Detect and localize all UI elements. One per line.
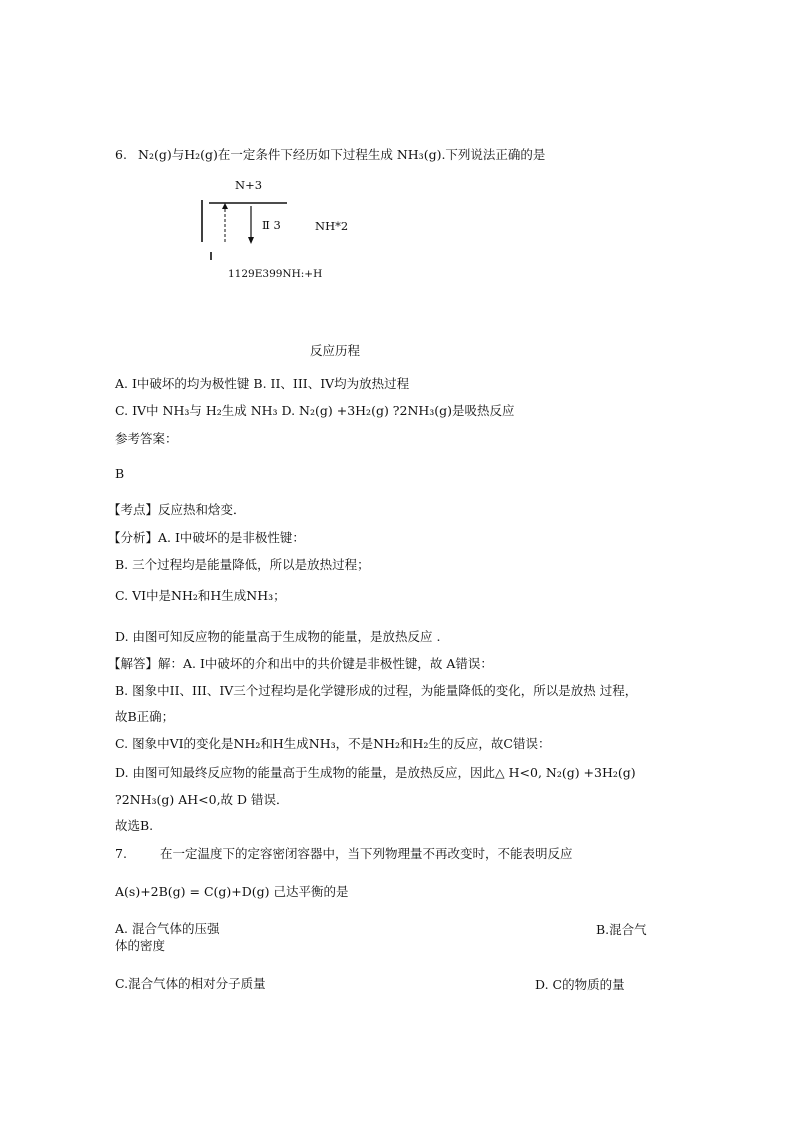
q6-options-line-1: A. I中破坏的均为极性键 B. II、III、IV均为放热过程	[115, 376, 410, 391]
jieda-line: 【解答】解：A. I中破坏的介和出中的共价键是非极性键，故 A错误：	[108, 656, 493, 671]
q7-option-b-part-1: B.混合气	[596, 922, 647, 937]
fenxi-line: 【分析】A. I中破坏的是非极性键：	[108, 530, 305, 545]
question-6-number: 6.	[115, 147, 127, 162]
fenxi-c-line: C. VI中是NH₂和H生成NH₃；	[115, 588, 286, 603]
fenxi-d-line: D. 由图可知反应物的能量高于生成物的能量，是放热反应 .	[115, 629, 441, 644]
diagram-top-label: N+3	[235, 178, 263, 192]
diagram-x-label: 反应历程	[310, 343, 361, 358]
conclusion-line: 故选B.	[115, 818, 154, 833]
diagram-mid-label: Ⅱ 3	[262, 218, 281, 232]
answer-label: 参考答案：	[115, 431, 178, 446]
jieda-d-line-1: D. 由图可知最终反应物的能量高于生成物的能量，是放热反应，因此△ H<0, N₂(g) +3H₂(g)	[115, 765, 636, 780]
jieda-d-line-2: ?2NH₃(g) AH<0,故 D 错误．	[115, 792, 289, 807]
question-7-equation: A(s)+2B(g) = C(g)+D(g) 己达平衡的是	[115, 884, 349, 899]
diagram-right-label: NH*2	[315, 219, 349, 233]
q7-option-a: A. 混合气体的压强	[115, 921, 220, 936]
question-6-stem: N₂(g)与H₂(g)在一定条件下经历如下过程生成 NH₃(g).下列说法正确的是	[138, 147, 546, 162]
question-7-number: 7.	[115, 846, 127, 861]
energy-diagram	[195, 178, 395, 288]
diagram-bottom-label: 1129E399NH:+H	[228, 268, 323, 280]
question-7-stem: 在一定温度下的定容密闭容器中，当下列物理量不再改变时，不能表明反应	[160, 846, 573, 861]
fenxi-b-line: B. 三个过程均是能量降低，所以是放热过程；	[115, 557, 370, 572]
jieda-b-line-1: B. 图象中II、III、IV三个过程均是化学键形成的过程，为能量降低的变化，所以是放热 过程，	[115, 683, 638, 698]
jieda-c-line: C. 图象中VI的变化是NH₂和H生成NH₃，不是NH₂和H₂生的反应，故C错误：	[115, 736, 551, 751]
jieda-b-line-2: 故B正确；	[115, 709, 175, 724]
q7-option-b-part-2: 体的密度	[115, 938, 166, 953]
q7-option-c: C.混合气体的相对分子质量	[115, 976, 266, 991]
diagram-dashed-arrowhead	[222, 203, 228, 209]
q7-option-d: D. C的物质的量	[535, 977, 625, 992]
diagram-arrow-ii-head	[248, 237, 254, 244]
kaodian-line: 【考点】反应热和焓变．	[108, 502, 246, 517]
q6-options-line-2: C. IV中 NH₃与 H₂生成 NH₃ D. N₂(g) +3H₂(g) ?2NH₃(g)是吸热反应	[115, 403, 515, 418]
answer-value: B	[115, 466, 125, 481]
